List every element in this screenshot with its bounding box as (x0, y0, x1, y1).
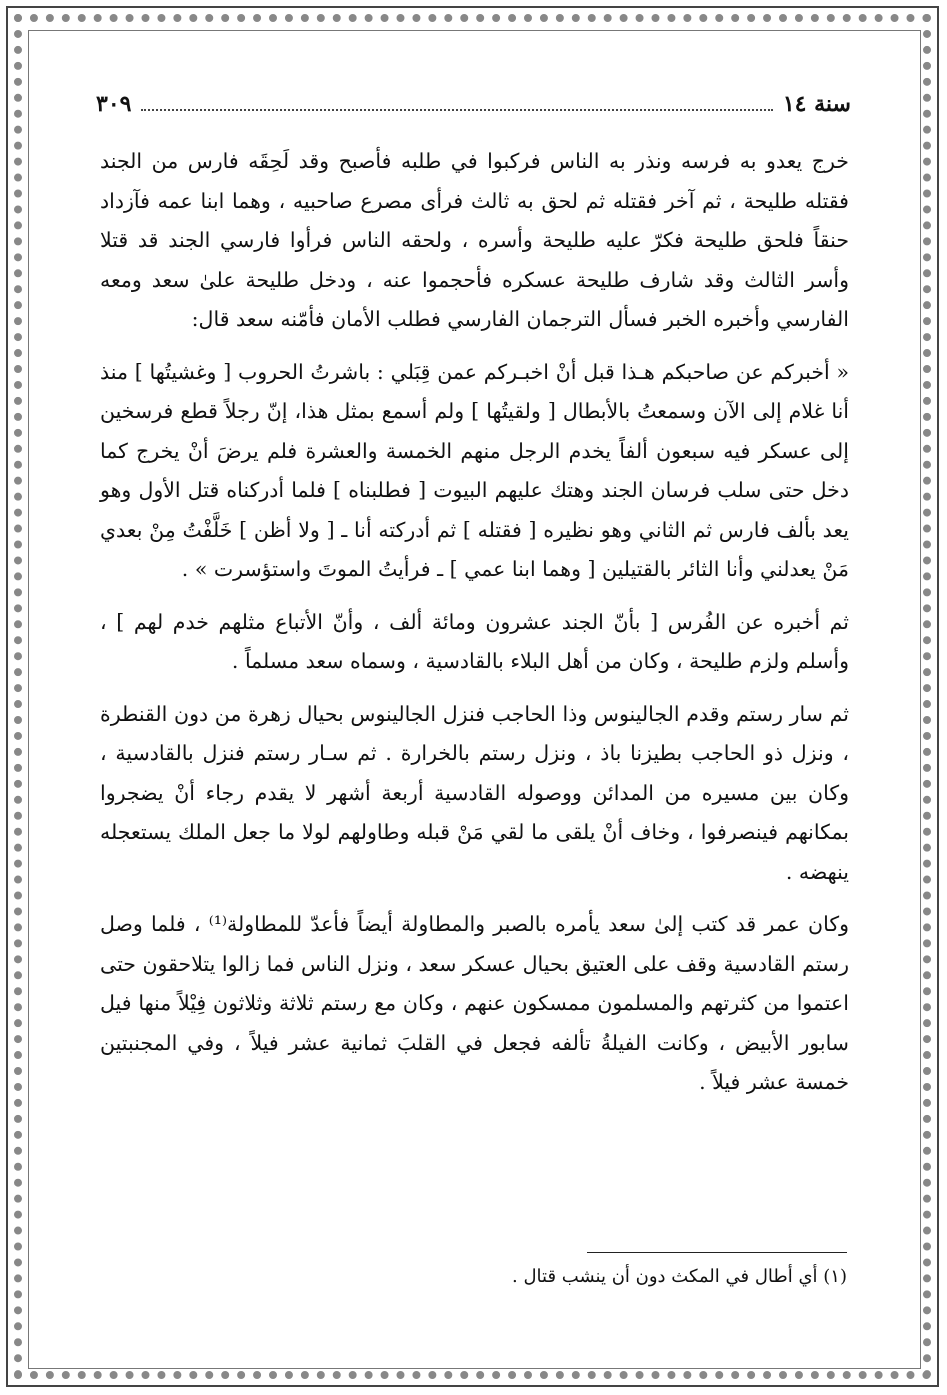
footnote: (١) أي أطال في المكث دون أن ينشب قتال . (512, 1266, 847, 1287)
paragraph-4: ثم سار رستم وقدم الجالينوس وذا الحاجب فنزل الجالينوس بحيال زهرة من دون القنطرة ، ونزل ذو الحاجب بطيزنا باذ ، ونزل رستم بالخرارة . ثم سـار رستم فنزل بالقادسية ، وكان بين مسيره من المدائن ووصوله القادسية أربعة أشهر لا يقدم رجاء أنْ يضجروا بمكانهم فينصرفوا ، وخاف أنْ يلقى ما لقي مَنْ قبله وطاولهم لولا ما جعل الملك يستعجله ينهضه . (100, 701, 849, 884)
running-header (96, 86, 851, 122)
paragraph-1: خرج يعدو به فرسه ونذر به الناس فركبوا في طلبه فأصبح وقد لَحِقَه فارس من الجند فقتله طليحة ، ثم آخر فقتله ثم لحق به ثالث فرأى مصرع صاحبيه ، وهما ابنا عمه فآزداد حنقاً فلحق طليحة فكرّ عليه طليحة وأسره ، ولحقه الناس فرأوا فارسي الجند قد قتلا وأسر الثالث وقد شارف طليحة عسكره فأحجموا عنه ، ودخل طليحة علىٰ سعد ومعه الفارسي وأخبره الخبر فسأل الترجمان الفارسي فطلب الأمان فأمّنه سعد قال: (100, 149, 849, 331)
header-dotted-rule (141, 97, 772, 111)
paragraph-2-quote: « أخبركم عن صاحبكم هـذا قبل أنْ اخبـركم عمن قِبَلي : باشرتُ الحروب [ وغشيتُها ] منذ أنا غلام إلى الآن وسمعتُ بالأبطال [ ولقيتُها ] ولم أسمع بمثل هذا، إنّ رجلاً قطع فرسخين إلى عسكر فيه سبعون ألفاً يخدم الرجل منهم الخمسة والعشرة فلم يرضَ أنْ يخرج كما دخل حتى سلب فرسان الجند وهتك عليهم البيوت [ فطلبناه ] فلما أدركناه قتل الأول وهو يعد بألف فارس ثم الثاني وهو نظيره [ فقتله ] ثم أدركته أنا ـ [ ولا أظن ] خَلَّفْتُ مِنْ بعدي مَنْ يعدلني وأنا الثائر بالقتيلين [ وهما ابنا عمي ] ـ فرأيتُ الموتَ واستؤسرت » . (100, 359, 849, 581)
paragraph-5: وكان عمر قد كتب إلىٰ سعد يأمره بالصبر والمطاولة أيضاً فأعدّ للمطاولة⁽¹⁾ ، فلما وصل رستم القادسية وقف على العتيق بحيال عسكر سعد ، ونزل الناس فما زالوا يتلاحقون حتى اعتموا من كثرتهم والمسلمون ممسكون عنهم ، وكان مع رستم ثلاثة وثلاثون فِيْلاً منها فيل سابور الأبيض ، وكانت الفيلةُ تألفه فجعل في القلبَ ثمانية عشر فيلاً ، وفي المجنبتين خمسة عشر فيلاً . (100, 912, 849, 1094)
year-label: سنة ١٤ (782, 91, 851, 117)
paragraph-3: ثم أخبره عن الفُرس [ بأنّ الجند عشرون ومائة ألف ، وأنّ الأتباع مثلهم خدم لهم ] ، وأسلم ولزم طليحة ، وكان من أهل البلاء بالقادسية ، وسماه سعد مسلماً . (100, 609, 849, 673)
page-number: ٣٠٩ (96, 91, 132, 117)
footnote-rule (587, 1252, 847, 1253)
body-text (100, 142, 849, 1103)
